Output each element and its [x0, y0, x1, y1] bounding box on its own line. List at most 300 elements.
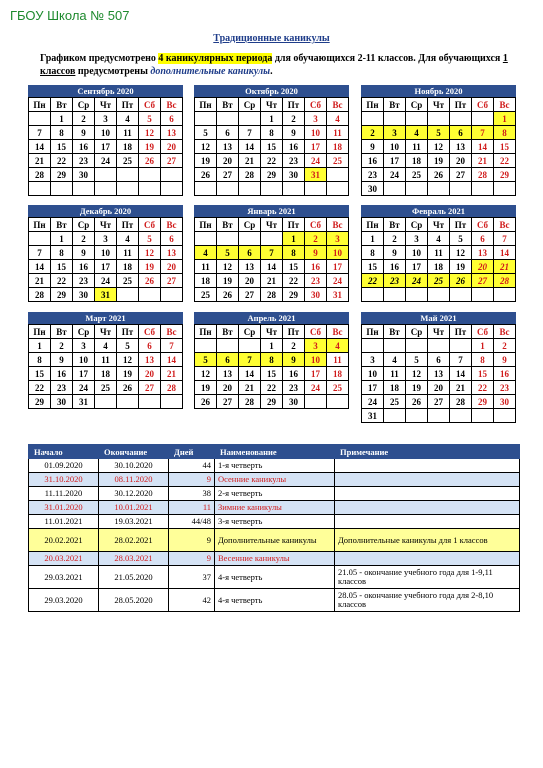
week-row [362, 353, 516, 367]
day-cell: 10 [305, 353, 327, 367]
empty-day-cell [195, 182, 217, 196]
weekday-label: Пн [362, 98, 384, 112]
empty-day-cell [494, 409, 516, 423]
day-cell: 26 [428, 168, 450, 182]
weekday-label: Вс [494, 325, 516, 339]
day-cell: 24 [305, 381, 327, 395]
weekday-label: Вс [494, 98, 516, 112]
day-cell: 11 [384, 367, 406, 381]
day-cell: 21 [29, 154, 51, 168]
day-cell: 24 [362, 395, 384, 409]
weekday-label: Вт [384, 98, 406, 112]
empty-day-cell [283, 182, 305, 196]
day-cell: 8 [51, 246, 73, 260]
end-date-cell: 19.03.2021 [99, 515, 169, 529]
day-cell: 30 [51, 395, 73, 409]
weekday-label: Вс [327, 98, 349, 112]
empty-day-cell [494, 182, 516, 196]
day-cell: 23 [283, 154, 305, 168]
day-cell: 5 [195, 353, 217, 367]
month-title: Ноябрь 2020 [361, 85, 516, 97]
day-cell: 1 [494, 112, 516, 126]
empty-day-cell [472, 409, 494, 423]
day-cell: 2 [494, 339, 516, 353]
day-cell: 12 [117, 353, 139, 367]
day-cell: 25 [117, 154, 139, 168]
week-row [29, 182, 183, 196]
intro-text-c: для обучающихся 2-11 классов. Для обучающихся [272, 53, 503, 64]
weekday-label: Вт [217, 325, 239, 339]
week-row [29, 288, 183, 302]
period-name-cell: 4-я четверть [215, 589, 335, 612]
weekday-label: Пт [117, 218, 139, 232]
end-date-cell: 08.11.2020 [99, 473, 169, 487]
weekday-label: Пн [195, 218, 217, 232]
day-cell: 21 [472, 154, 494, 168]
week-row [29, 232, 183, 246]
week-row [29, 126, 183, 140]
day-cell: 22 [261, 381, 283, 395]
empty-day-cell [117, 182, 139, 196]
day-cell: 20 [217, 154, 239, 168]
day-cell: 13 [139, 353, 161, 367]
week-row [195, 339, 349, 353]
days-cell: 44 [169, 459, 215, 473]
day-cell: 17 [95, 260, 117, 274]
day-cell: 6 [428, 353, 450, 367]
day-cell: 9 [51, 353, 73, 367]
weekday-label: Чт [261, 218, 283, 232]
days-cell: 44/48 [169, 515, 215, 529]
weekday-label: Пн [362, 218, 384, 232]
week-row [29, 168, 183, 182]
day-cell: 28 [494, 274, 516, 288]
empty-day-cell [450, 182, 472, 196]
day-cell: 11 [195, 260, 217, 274]
day-cell: 19 [139, 140, 161, 154]
empty-day-cell [95, 168, 117, 182]
day-cell: 2 [305, 232, 327, 246]
empty-day-cell [29, 182, 51, 196]
empty-day-cell [217, 232, 239, 246]
weekday-label: Сб [139, 218, 161, 232]
day-cell: 29 [29, 395, 51, 409]
day-cell: 15 [494, 140, 516, 154]
day-cell: 14 [29, 260, 51, 274]
day-cell: 13 [161, 126, 183, 140]
empty-day-cell [428, 182, 450, 196]
day-cell: 20 [161, 260, 183, 274]
day-cell: 28 [239, 168, 261, 182]
weekday-label: Пт [283, 218, 305, 232]
day-cell: 21 [239, 154, 261, 168]
weekday-label: Чт [261, 325, 283, 339]
empty-day-cell [472, 112, 494, 126]
day-cell: 10 [362, 367, 384, 381]
day-cell: 25 [195, 288, 217, 302]
day-cell: 16 [283, 367, 305, 381]
day-cell: 23 [73, 154, 95, 168]
month-calendar [194, 85, 349, 196]
day-cell: 17 [305, 140, 327, 154]
day-cell: 5 [139, 232, 161, 246]
day-cell: 16 [362, 154, 384, 168]
day-cell: 14 [261, 260, 283, 274]
empty-day-cell [406, 288, 428, 302]
month-calendar [361, 85, 516, 196]
day-cell: 28 [161, 381, 183, 395]
weekday-label: Пн [29, 325, 51, 339]
note-cell [335, 459, 520, 473]
day-cell: 12 [406, 367, 428, 381]
day-cell: 26 [117, 381, 139, 395]
weekday-label: Ср [239, 218, 261, 232]
empty-day-cell [139, 168, 161, 182]
day-cell: 31 [362, 409, 384, 423]
empty-day-cell [217, 112, 239, 126]
day-cell: 18 [428, 260, 450, 274]
week-row [362, 154, 516, 168]
start-date-cell: 29.03.2020 [29, 589, 99, 612]
empty-day-cell [406, 112, 428, 126]
day-cell: 24 [73, 381, 95, 395]
note-cell: 21.05 - окончание учебного года для 1-9,11 классов [335, 566, 520, 589]
day-cell: 5 [117, 339, 139, 353]
schedule-row [29, 459, 520, 473]
day-cell: 9 [384, 246, 406, 260]
day-cell: 28 [450, 395, 472, 409]
period-name-cell: Дополнительные каникулы [215, 529, 335, 552]
weekday-label: Ср [239, 98, 261, 112]
day-cell: 2 [73, 112, 95, 126]
day-cell: 24 [95, 274, 117, 288]
day-cell: 29 [494, 168, 516, 182]
schedule-row [29, 473, 520, 487]
empty-day-cell [161, 395, 183, 409]
empty-day-cell [428, 288, 450, 302]
week-row [362, 367, 516, 381]
weekday-label: Чт [428, 325, 450, 339]
day-cell: 2 [283, 339, 305, 353]
empty-day-cell [327, 182, 349, 196]
end-date-cell: 10.01.2021 [99, 501, 169, 515]
days-cell: 9 [169, 473, 215, 487]
day-cell: 20 [239, 274, 261, 288]
empty-day-cell [195, 339, 217, 353]
empty-day-cell [406, 409, 428, 423]
weekday-label: Пт [283, 325, 305, 339]
schedule-row [29, 529, 520, 552]
day-cell: 27 [239, 288, 261, 302]
day-cell: 6 [161, 232, 183, 246]
day-cell: 29 [261, 168, 283, 182]
day-cell: 21 [261, 274, 283, 288]
week-row [195, 395, 349, 409]
month-title: Декабрь 2020 [28, 205, 183, 217]
day-cell: 14 [239, 367, 261, 381]
week-row [29, 395, 183, 409]
day-cell: 3 [406, 232, 428, 246]
empty-day-cell [95, 395, 117, 409]
empty-day-cell [450, 112, 472, 126]
day-cell: 8 [51, 126, 73, 140]
empty-day-cell [428, 112, 450, 126]
period-name-cell: 3-я четверть [215, 515, 335, 529]
start-date-cell: 31.01.2020 [29, 501, 99, 515]
day-cell: 2 [73, 232, 95, 246]
day-cell: 15 [51, 140, 73, 154]
weekday-row [362, 98, 516, 112]
note-cell [335, 501, 520, 515]
day-cell: 23 [51, 381, 73, 395]
day-cell: 10 [406, 246, 428, 260]
schedule-body [29, 459, 520, 612]
period-name-cell: Зимние каникулы [215, 501, 335, 515]
note-cell [335, 473, 520, 487]
weekday-label: Пт [450, 325, 472, 339]
day-cell: 20 [139, 367, 161, 381]
day-cell: 2 [384, 232, 406, 246]
day-cell: 30 [494, 395, 516, 409]
weekday-row [29, 325, 183, 339]
day-cell: 12 [217, 260, 239, 274]
day-cell: 3 [384, 126, 406, 140]
day-cell: 18 [384, 381, 406, 395]
week-row [362, 168, 516, 182]
period-name-cell: 2-я четверть [215, 487, 335, 501]
start-date-cell: 11.11.2020 [29, 487, 99, 501]
day-cell: 4 [195, 246, 217, 260]
day-cell: 4 [117, 232, 139, 246]
day-cell: 17 [305, 367, 327, 381]
day-cell: 7 [29, 246, 51, 260]
empty-day-cell [450, 409, 472, 423]
day-cell: 31 [95, 288, 117, 302]
day-cell: 19 [428, 154, 450, 168]
day-cell: 19 [217, 274, 239, 288]
week-row [195, 126, 349, 140]
day-cell: 11 [327, 353, 349, 367]
day-cell: 25 [406, 168, 428, 182]
empty-day-cell [406, 339, 428, 353]
day-cell: 18 [117, 260, 139, 274]
day-cell: 23 [362, 168, 384, 182]
week-row [195, 274, 349, 288]
schedule-table [28, 444, 520, 612]
weekday-label: Пт [450, 218, 472, 232]
day-cell: 7 [450, 353, 472, 367]
day-cell: 16 [305, 260, 327, 274]
day-cell: 22 [472, 381, 494, 395]
empty-day-cell [139, 182, 161, 196]
weekday-row [29, 218, 183, 232]
day-cell: 26 [195, 168, 217, 182]
day-cell: 21 [494, 260, 516, 274]
day-cell: 6 [217, 126, 239, 140]
empty-day-cell [217, 182, 239, 196]
weekday-label: Вт [217, 98, 239, 112]
day-cell: 28 [29, 288, 51, 302]
day-cell: 30 [73, 288, 95, 302]
week-row [362, 182, 516, 196]
day-cell: 29 [51, 168, 73, 182]
day-cell: 25 [384, 395, 406, 409]
col-name-header: Наименование [215, 445, 335, 459]
week-row [195, 140, 349, 154]
period-name-cell: 4-я четверть [215, 566, 335, 589]
day-cell: 4 [117, 112, 139, 126]
month-calendar [194, 205, 349, 302]
day-cell: 10 [384, 140, 406, 154]
month-calendar [28, 205, 183, 302]
day-cell: 12 [195, 140, 217, 154]
empty-day-cell [384, 182, 406, 196]
weekday-label: Пт [283, 98, 305, 112]
intro-text-a: Графиком предусмотрено [40, 53, 159, 64]
weekday-label: Чт [95, 218, 117, 232]
day-cell: 22 [51, 274, 73, 288]
end-date-cell: 30.12.2020 [99, 487, 169, 501]
empty-day-cell [239, 112, 261, 126]
day-cell: 10 [95, 246, 117, 260]
intro-italic-holidays: дополнительные каникулы [150, 66, 271, 77]
day-cell: 17 [406, 260, 428, 274]
day-cell: 11 [327, 126, 349, 140]
day-cell: 7 [261, 246, 283, 260]
week-row [29, 140, 183, 154]
empty-day-cell [261, 232, 283, 246]
day-cell: 1 [362, 232, 384, 246]
schedule-row [29, 501, 520, 515]
empty-day-cell [51, 182, 73, 196]
day-cell: 28 [261, 288, 283, 302]
empty-day-cell [195, 112, 217, 126]
empty-day-cell [139, 288, 161, 302]
day-cell: 20 [450, 154, 472, 168]
end-date-cell: 30.10.2020 [99, 459, 169, 473]
intro-underline-classes: 1 классов [40, 53, 508, 77]
day-cell: 10 [327, 246, 349, 260]
weekday-label: Сб [305, 325, 327, 339]
start-date-cell: 31.10.2020 [29, 473, 99, 487]
day-cell: 8 [283, 246, 305, 260]
empty-day-cell [95, 182, 117, 196]
schedule-row [29, 515, 520, 529]
day-cell: 20 [161, 140, 183, 154]
day-cell: 22 [283, 274, 305, 288]
empty-day-cell [161, 182, 183, 196]
intro-paragraph [40, 52, 510, 78]
weekday-label: Пн [362, 325, 384, 339]
week-row [362, 260, 516, 274]
schedule-row [29, 487, 520, 501]
week-row [362, 409, 516, 423]
day-cell: 3 [305, 112, 327, 126]
day-cell: 13 [239, 260, 261, 274]
days-cell: 37 [169, 566, 215, 589]
note-cell [335, 487, 520, 501]
period-name-cell: 1-я четверть [215, 459, 335, 473]
empty-day-cell [73, 182, 95, 196]
day-cell: 8 [261, 126, 283, 140]
month-title: Май 2021 [361, 312, 516, 324]
day-cell: 9 [305, 246, 327, 260]
day-cell: 26 [195, 395, 217, 409]
day-cell: 1 [51, 112, 73, 126]
week-row [195, 367, 349, 381]
weekday-label: Ср [73, 98, 95, 112]
empty-day-cell [239, 339, 261, 353]
weekday-row [362, 325, 516, 339]
day-cell: 6 [239, 246, 261, 260]
empty-day-cell [327, 168, 349, 182]
note-cell [335, 515, 520, 529]
day-cell: 6 [139, 339, 161, 353]
day-cell: 30 [305, 288, 327, 302]
empty-day-cell [161, 168, 183, 182]
day-cell: 28 [239, 395, 261, 409]
empty-day-cell [384, 339, 406, 353]
page-title: Традиционные каникулы [213, 33, 330, 44]
empty-day-cell [384, 112, 406, 126]
days-cell: 9 [169, 529, 215, 552]
empty-day-cell [239, 232, 261, 246]
weekday-label: Чт [95, 325, 117, 339]
day-cell: 1 [283, 232, 305, 246]
col-days-header: Дней [169, 445, 215, 459]
empty-day-cell [261, 182, 283, 196]
intro-text-e: предусмотрены [75, 66, 151, 77]
start-date-cell: 20.02.2021 [29, 529, 99, 552]
month-calendar [194, 312, 349, 409]
empty-day-cell [494, 288, 516, 302]
weekday-label: Вс [327, 218, 349, 232]
day-cell: 15 [472, 367, 494, 381]
empty-day-cell [327, 395, 349, 409]
day-cell: 13 [161, 246, 183, 260]
weekday-label: Вс [161, 218, 183, 232]
day-cell: 17 [327, 260, 349, 274]
day-cell: 2 [283, 112, 305, 126]
end-date-cell: 28.05.2020 [99, 589, 169, 612]
day-cell: 18 [95, 367, 117, 381]
day-cell: 9 [283, 353, 305, 367]
day-cell: 26 [139, 274, 161, 288]
week-row [362, 339, 516, 353]
day-cell: 3 [95, 232, 117, 246]
weekday-label: Ср [73, 218, 95, 232]
day-cell: 27 [217, 395, 239, 409]
schedule-row [29, 566, 520, 589]
weekday-row [195, 98, 349, 112]
day-cell: 11 [117, 246, 139, 260]
empty-day-cell [117, 395, 139, 409]
day-cell: 30 [73, 168, 95, 182]
day-cell: 22 [29, 381, 51, 395]
weekday-label: Вс [327, 325, 349, 339]
month-calendar [28, 85, 183, 196]
month-calendar [361, 205, 516, 302]
weekday-row [195, 325, 349, 339]
empty-day-cell [29, 232, 51, 246]
weekday-label: Вт [384, 325, 406, 339]
day-cell: 8 [261, 353, 283, 367]
day-cell: 8 [29, 353, 51, 367]
day-cell: 15 [283, 260, 305, 274]
empty-day-cell [362, 288, 384, 302]
day-cell: 10 [95, 126, 117, 140]
day-cell: 25 [117, 274, 139, 288]
